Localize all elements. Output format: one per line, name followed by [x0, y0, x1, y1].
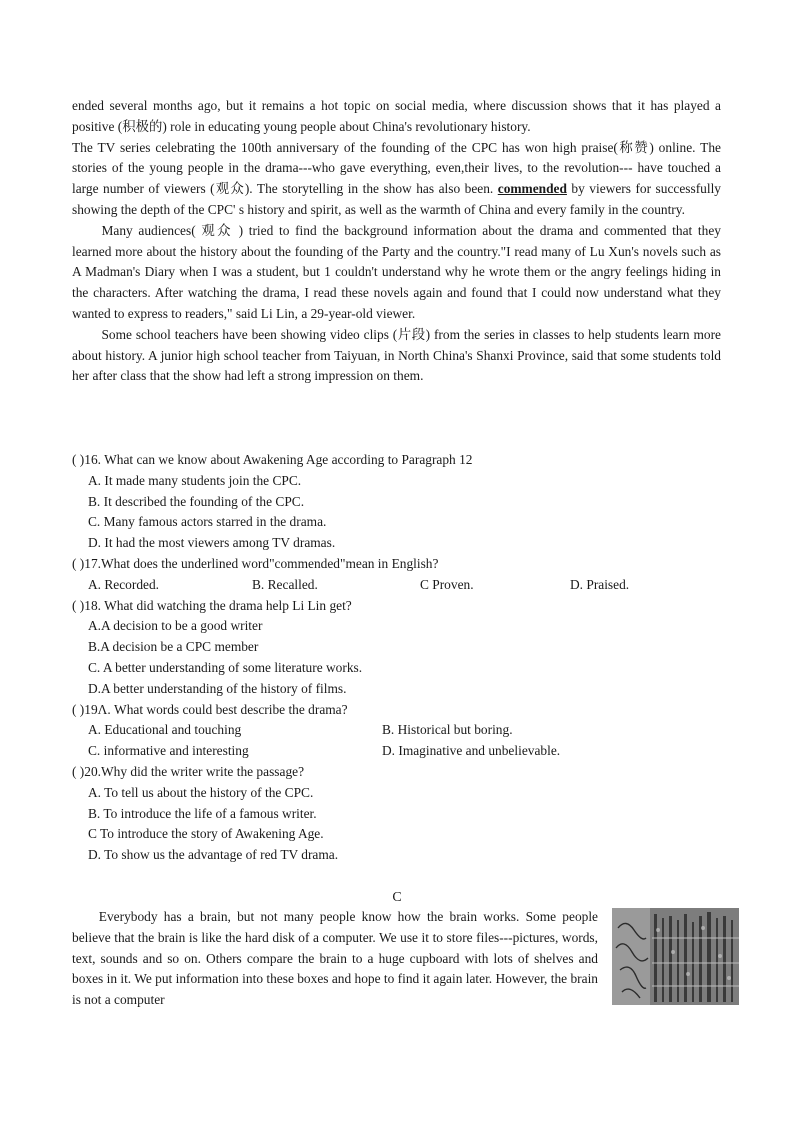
question-20-option-c: C To introduce the story of Awakening Age. [88, 826, 324, 842]
question-19-options-row-2 [72, 741, 721, 762]
passage-paragraph-4: Some school teachers have been showing video clips (片段) from the series in classes to help students learn more about history. A junior high school teacher from Taiyuan, in North China's Shanxi Province, said that some students told her after class that the show had left a strong impression on them. [72, 326, 721, 384]
question-18-option-a: A.A decision to be a good writer [88, 618, 263, 634]
question-20-option-d: D. To show us the advantage of red TV drama. [88, 847, 339, 863]
passage-b [72, 96, 721, 387]
underlined-word: commended [497, 181, 567, 197]
section-c-passage: Everybody has a brain, but not many people know how the brain works. Some people believe that the brain is like the hard disk of a computer. We use it to store files---pictures, words, text, sounds and so on. Others compare the brain to a huge cupboard with lots of shelves and boxes in it. We put information into these boxes and hope to find it again later. However, the brain is not a computer [72, 909, 598, 1008]
passage-text: by viewers for successfully showing the depth of the CPC' s history and spirit, as well as the warmth of China and every family in the country. [72, 181, 721, 217]
question-19-options-row-1 [72, 720, 721, 741]
passage-paragraph-2 [72, 138, 721, 221]
question-19-option-a: A. Educational and touching [88, 722, 242, 738]
question-17-option-b: B. Recalled. [252, 576, 318, 592]
question-16-option-d: D. It had the most viewers among TV dramas. [88, 535, 336, 551]
question-20-option-b: B. To introduce the life of a famous writer. [88, 805, 317, 821]
brain-shelves-photo [612, 908, 739, 1005]
question-20-stem: ( )20.Why did the writer write the passage? [72, 763, 305, 779]
question-17-option-a: A. Recorded. [88, 576, 160, 592]
photo-illustration [612, 908, 739, 1005]
question-19-option-b: B. Historical but boring. [382, 722, 513, 738]
question-16-option-c: C. Many famous actors starred in the drama. [88, 514, 327, 530]
question-16-option-b: B. It described the founding of the CPC. [88, 493, 305, 509]
section-c-heading: C [392, 890, 402, 905]
question-17-option-d: D. Praised. [570, 576, 630, 592]
question-19-option-c: C. informative and interesting [88, 743, 249, 759]
passage-paragraph-3: Many audiences( 观众 ) tried to find the background information about the drama and commented that they learned more about the history about the founding of the Party and the country."I read many of Lu Xun's novels such as A Madman's Diary when I was a student, but 1 couldn't understand why he wrote them or the angry feelings hiding in the characters. After watching the drama, I read these novels again and found that I could now understand what they wanted to express to readers," said Li Lin, a 29-year-old viewer. [72, 222, 721, 321]
question-18-option-d: D.A better understanding of the history of films. [88, 680, 347, 696]
question-17-options [72, 575, 721, 596]
passage-text: The TV series celebrating the 100th anniversary of the founding of the CPC has won high praise(称赞) online. The stories of the young people in the drama---who gave everything, even,their lives, to the revolution--- have touched a large number of viewers (观众). The storytelling in the show has also been. [72, 139, 721, 197]
question-19-option-d: D. Imaginative and unbelievable. [382, 743, 561, 759]
question-20-option-a: A. To tell us about the history of the CPC. [88, 784, 314, 800]
question-19-stem: ( )19Λ. What words could best describe the drama? [72, 701, 348, 717]
question-16-stem: ( )16. What can we know about Awakening Age according to Paragraph 12 [72, 452, 473, 467]
question-16-option-a: A. It made many students join the CPC. [88, 472, 302, 488]
question-18-option-c: C. A better understanding of some literature works. [88, 659, 363, 675]
question-18-stem: ( )18. What did watching the drama help Li Lin get? [72, 597, 352, 613]
question-list [72, 450, 721, 866]
question-17-stem: ( )17.What does the underlined word"commended"mean in English? [72, 555, 439, 571]
question-17-option-c: C Proven. [420, 576, 474, 592]
passage-paragraph-1: ended several months ago, but it remains a hot topic on social media, where discussion shows that it has played a positive (积极的) role in educating young people about China's revolutionary history. [72, 98, 721, 134]
question-18-option-b: B.A decision be a CPC member [88, 639, 259, 655]
